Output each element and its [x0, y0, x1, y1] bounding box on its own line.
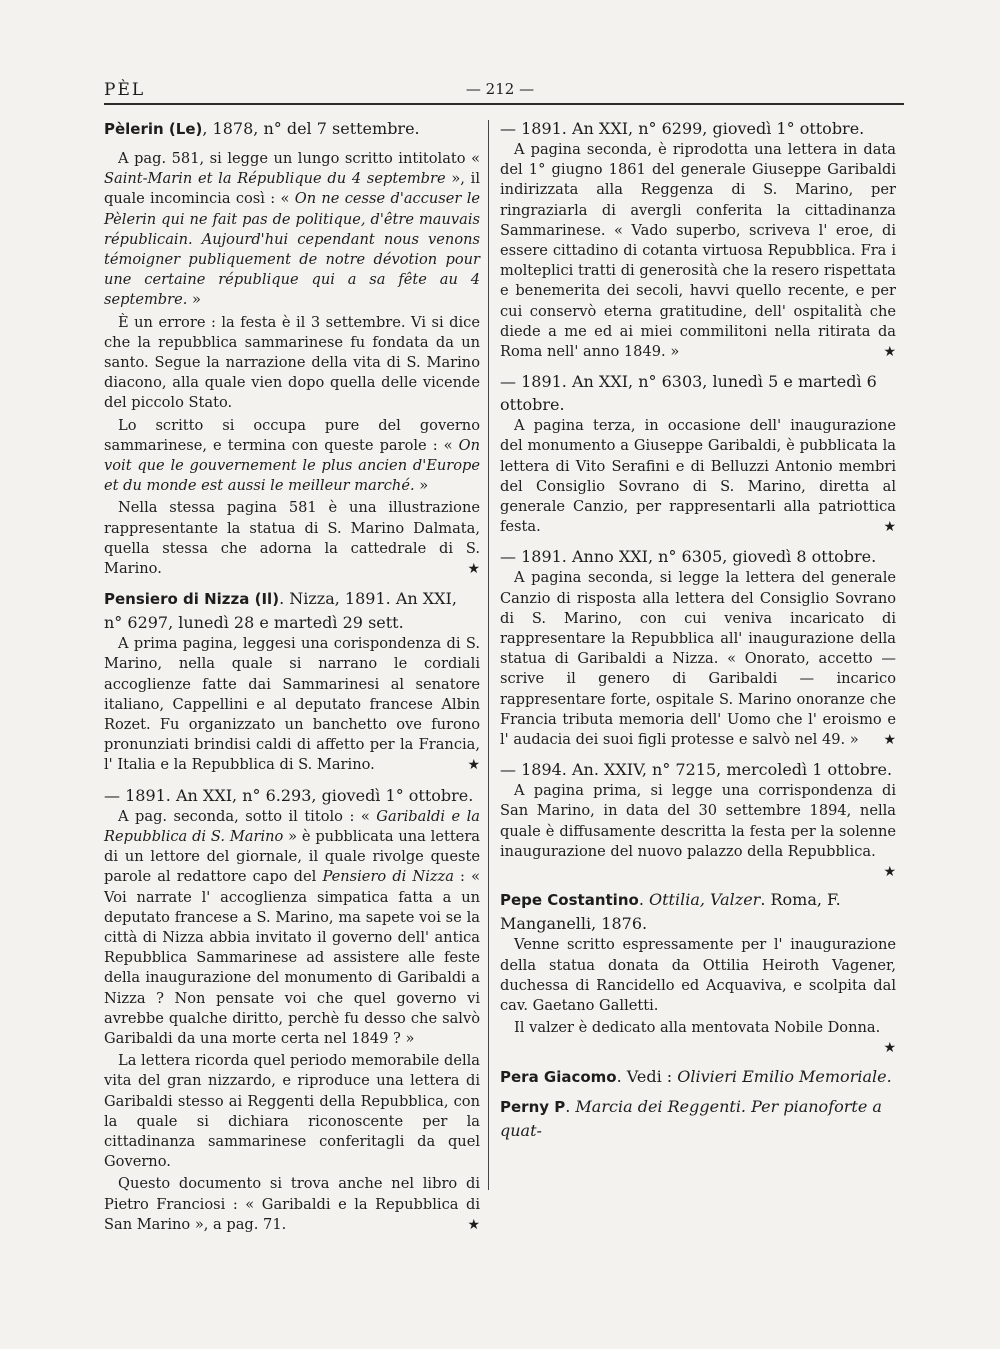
- paragraph: A pag. 581, si legge un lungo scritto intitolato « Saint-Marin et la République du 4 septembre », il quale incomincia così : « On ne cesse d'accuser le Pèlerin qui ne fait pas de politique, d'être mauvais républicain. Aujourd'hui cependant nous venons témoigner publiquement de notre dévotion pour une certaine république qui a sa fête au 4 septembre. »: [104, 150, 481, 309]
- right-column: [500, 117, 896, 1148]
- entry-pensiero-6305: [500, 545, 896, 752]
- star-icon: ★: [467, 757, 480, 774]
- left-column: [104, 117, 480, 1243]
- page-number: — 212 —: [465, 80, 535, 98]
- running-head-abbreviation: PÈL: [104, 80, 146, 100]
- paragraph: Questo documento si trova anche nel libro di Pietro Franciosi : « Garibaldi e la Repubblica di San Marino », a pag. 71. ★: [104, 1174, 480, 1235]
- paragraph: A pagina seconda, si legge la lettera del generale Canzio di risposta alla lettera del Consiglio Sovrano di S. Marino, con cui veniva incaricato di rappresentare la Repubblica all' inaugurazione della statua di Garibaldi a Nizza. « Onorato, accetto — scrive il genero di Garibaldi — incarico rappresentare forte, ospitale S. Marino onoranze che Francia tributa memoria dell' Uomo che l' eroismo e l' audacia dei suoi figli protesse e salvò nel 49. » ★: [500, 568, 896, 750]
- entry-pensiero-di-nizza: [104, 587, 480, 777]
- star-icon: ★: [883, 732, 896, 749]
- header-rule: [104, 103, 904, 105]
- entry-name: Pera Giacomo: [500, 1067, 617, 1086]
- entry-pensiero-6303: [500, 370, 896, 539]
- issue-heading: — 1891. An XXI, n° 6.293, giovedì 1° ottobre.: [104, 785, 474, 805]
- entry-pepe-costantino: [500, 888, 896, 1058]
- paragraph: Il valzer è dedicato alla mentovata Nobile Donna. ★: [500, 1018, 896, 1038]
- entry-pelerin: [104, 117, 480, 581]
- paragraph: È un errore : la festa è il 3 settembre. Vi si dice che la repubblica sammarinese fu fondata da un santo. Segue la narrazione della vita di S. Marino diacono, alla quale vien dopo quella delle vicende del piccolo Stato.: [104, 313, 480, 412]
- entry-pensiero-7215: [500, 758, 896, 882]
- entry-pensiero-6293: [104, 784, 480, 1237]
- paragraph: A prima pagina, leggesi una corispondenza di S. Marino, nella quale si narrano le cordiali accoglienze fatte dai Sammarinesi al senatore italiano, Cappellini e al deputato francese Albin Rozet. Fu organizzato un banchetto ove furono pronunziati brindisi caldi di affetto per la Francia, l' Italia e la Repubblica di S. Marino. ★: [104, 634, 480, 775]
- entry-perny: [500, 1095, 896, 1142]
- column-divider: [488, 120, 489, 1190]
- entry-heading: Pèlerin (Le), 1878, n° del 7 settembre.: [104, 119, 420, 138]
- entry-pensiero-6299: [500, 117, 896, 364]
- star-icon: ★: [883, 519, 896, 536]
- entry-pera-giacomo: [500, 1065, 896, 1089]
- entry-name: Pèlerin (Le): [104, 120, 203, 138]
- paragraph: Lo scritto si occupa pure del governo sammarinese, e termina con queste parole : « On voit que le gouvernement le plus ancien d'Europe et du monde est aussi le meilleur marché. »: [104, 416, 480, 495]
- issue-heading: — 1891. An XXI, n° 6303, lunedì 5 e martedì 6 ottobre.: [500, 372, 877, 415]
- entry-heading: Perny P. Marcia dei Reggenti. Per pianoforte a quat-: [500, 1096, 882, 1140]
- star-icon: ★: [883, 864, 896, 881]
- star-icon: ★: [883, 1040, 896, 1057]
- entry-name: Perny P: [500, 1097, 566, 1116]
- entry-heading: Pepe Costantino. Ottilia, Valzer. Roma, F. Manganelli, 1876.: [500, 890, 841, 934]
- star-icon: ★: [883, 344, 896, 361]
- issue-heading: — 1894. An. XXIV, n° 7215, mercoledì 1 ottobre.: [500, 760, 893, 780]
- paragraph: A pagina prima, si legge una corrispondenza di San Marino, in data del 30 settembre 1894, nella quale è diffusamente descritta la festa per la solenne inaugurazione del nuovo palazzo della Repubblica. ★: [500, 781, 896, 862]
- entry-heading: Pera Giacomo. Vedi : Olivieri Emilio Memoriale.: [500, 1066, 892, 1086]
- star-icon: ★: [467, 1216, 480, 1233]
- paragraph: Nella stessa pagina 581 è una illustrazione rappresentante la statua di S. Marino Dalmata, quella stessa che adorna la cattedrale di S. Marino. ★: [104, 498, 480, 579]
- entry-heading: Pensiero di Nizza (Il). Nizza, 1891. An XXI, n° 6297, lunedì 28 e martedì 29 sett.: [104, 589, 457, 633]
- paragraph: La lettera ricorda quel periodo memorabile della vita del gran nizzardo, e riproduce una lettera di Garibaldi stesso ai Reggenti della Repubblica, con la quale si dichiara riconoscente per la cittadinanza sammarinese conferitagli da quel Governo.: [104, 1052, 480, 1171]
- entry-name: Pensiero di Nizza (Il): [104, 590, 280, 609]
- entry-name: Pepe Costantino: [500, 891, 639, 910]
- paragraph: A pagina terza, in occasione dell' inaugurazione del monumento a Giuseppe Garibaldi, è pubblicata la lettera di Vito Serafini e di Belluzzi Antonio membri del Consiglio Sovrano di S. Marino, diretta al generale Canzio, per rappresentarli alla patriottica festa. ★: [500, 416, 896, 537]
- paragraph: A pag. seconda, sotto il titolo : « Garibaldi e la Repubblica di S. Marino » è pubblicata una lettera di un lettore del giornale, il quale rivolge queste parole al redattore capo del Pensiero di Nizza : « Voi narrate l' accoglienza simpatica fatta a un deputato francese a S. Marino, ma sapete voi se la città di Nizza abbia invitato il governo dell' antica Repubblica Sammarinese ad assistere alle feste della inaugurazione del monumento di Garibaldi a Nizza ? Non pensate voi che quel governo vi avrebbe qualche diritto, perchè fu desso che salvò Garibaldi da una morte certa nel 1849 ? »: [104, 807, 481, 1047]
- cross-reference: Olivieri Emilio Memoriale.: [677, 1066, 892, 1086]
- paragraph: Venne scritto espressamente per l' inaugurazione della statua donata da Ottilia Heiroth Vagener, duchessa di Rancidello ed Acquaviva, e scolpita dal cav. Gaetano Galletti.: [500, 936, 896, 1014]
- star-icon: ★: [467, 561, 480, 578]
- paragraph: A pagina seconda, è riprodotta una lettera in data del 1° giugno 1861 del generale Giuseppe Garibaldi indirizzata alla Reggenza di S. Marino, per ringraziarla di avergli conferita la cittadinanza Sammarinese. « Vado superbo, scriveva l' eroe, di essere cittadino di cotanta virtuosa Repubblica. Fra i molteplici tratti di generosità che la resero rispettata e benemerita dei secoli, havvi quello recente, e per cui conservò eterna gratitudine, dell' ospitalità che diede a me ed ai miei commilitoni nella ritirata da Roma nell' anno 1849. » ★: [500, 140, 896, 362]
- issue-heading: — 1891. An XXI, n° 6299, giovedì 1° ottobre.: [500, 119, 865, 138]
- issue-heading: — 1891. Anno XXI, n° 6305, giovedì 8 ottobre.: [500, 547, 877, 567]
